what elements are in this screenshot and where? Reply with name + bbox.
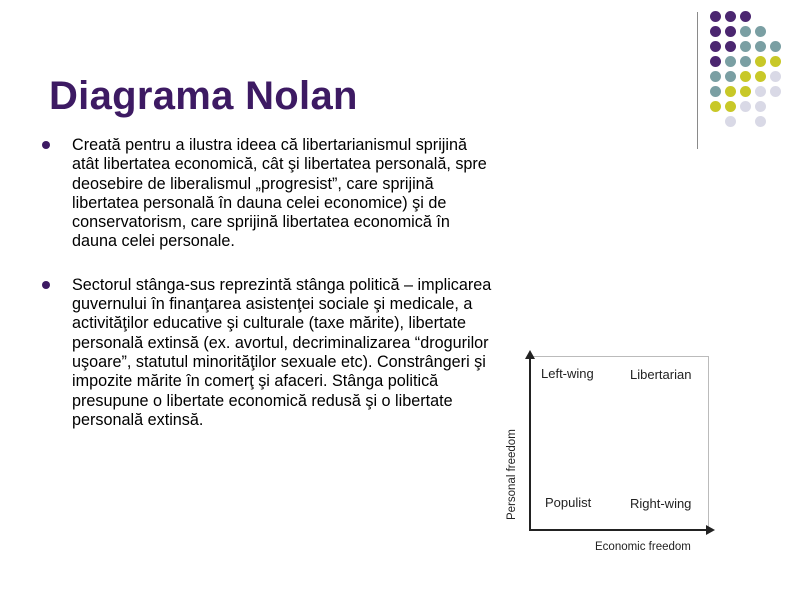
decorative-dot: [755, 56, 766, 67]
decorative-dot: [710, 71, 721, 82]
nolan-diagram: [500, 350, 722, 560]
decorative-dot: [755, 71, 766, 82]
y-axis-label: Personal freedom: [506, 429, 518, 520]
decorative-dot: [740, 116, 751, 127]
decorative-dot: [755, 11, 766, 22]
decorative-dot: [725, 26, 736, 37]
decorative-dot: [710, 56, 721, 67]
decorative-dot: [740, 41, 751, 52]
decorative-dot: [725, 71, 736, 82]
decorative-dot: [770, 116, 781, 127]
frame-right-line: [708, 356, 709, 530]
bullet-icon: [42, 141, 50, 149]
decorative-dot: [710, 101, 721, 112]
x-axis-label: Economic freedom: [595, 541, 691, 553]
decorative-dot: [710, 11, 721, 22]
decorative-dot: [770, 71, 781, 82]
decorative-dot-grid: [710, 11, 785, 131]
bullet-icon: [42, 281, 50, 289]
decorative-dot: [710, 26, 721, 37]
decorative-dot: [710, 41, 721, 52]
decorative-dot: [755, 26, 766, 37]
decorative-dot: [725, 101, 736, 112]
decorative-dot: [770, 26, 781, 37]
bullet-item: [35, 276, 495, 430]
decorative-dot: [755, 116, 766, 127]
arrow-up-icon: [525, 350, 535, 359]
decorative-dot: [755, 101, 766, 112]
quadrant-populist: Populist: [545, 495, 592, 510]
decorative-dot: [740, 56, 751, 67]
bullet-text: Creată pentru a ilustra ideea că libertarianismul sprijină atât libertatea economică, cât şi libertatea personală, spre deosebire de liberalismul „progresist”, care sprijină libertatea personală în dauna celei economice) şi de conservatorism, care sprijină libertatea economică în dauna celei personale.: [72, 136, 487, 251]
decorative-dot: [770, 101, 781, 112]
quadrant-left-wing: Left-wing: [541, 366, 594, 381]
arrow-right-icon: [706, 525, 715, 535]
decorative-dot: [740, 86, 751, 97]
decorative-dot: [740, 101, 751, 112]
decorative-dot: [740, 71, 751, 82]
quadrant-right-wing: Right-wing: [630, 496, 692, 511]
decorative-dot: [740, 26, 751, 37]
decorative-dot: [725, 86, 736, 97]
decorative-dot: [725, 11, 736, 22]
decorative-dot: [740, 11, 751, 22]
quadrant-libertarian: Libertarian: [630, 367, 692, 382]
decorative-dot: [770, 86, 781, 97]
decorative-dot: [725, 56, 736, 67]
decorative-dot: [755, 86, 766, 97]
decorative-dot: [770, 11, 781, 22]
bullet-text: Sectorul stânga-sus reprezintă stânga politică – implicarea guvernului în finanţarea asistenţei sociale şi medicale, a activităţilor educative şi culturale (taxe mărite), libertate personală extinsă (ex. avortul, decriminalizarea “drogurilor uşoare”, statutul minorităţilor sexuale etc). Constrângeri şi impozite mărite în comerţ şi afaceri. Stânga politică presupune o libertate economică redusă şi o libertate personală extinsă.: [72, 275, 492, 429]
decorative-dot: [755, 41, 766, 52]
decorative-dot: [770, 41, 781, 52]
decorative-vertical-line: [697, 12, 698, 149]
bullet-item: [35, 136, 495, 252]
decorative-dot: [710, 116, 721, 127]
slide-title: Diagrama Nolan: [49, 74, 358, 118]
y-axis: [529, 356, 531, 530]
decorative-dot: [710, 86, 721, 97]
decorative-dot: [770, 56, 781, 67]
frame-top-line: [529, 356, 709, 357]
bullet-list: [35, 136, 495, 454]
x-axis: [529, 529, 709, 531]
decorative-dot: [725, 116, 736, 127]
decorative-dot: [725, 41, 736, 52]
